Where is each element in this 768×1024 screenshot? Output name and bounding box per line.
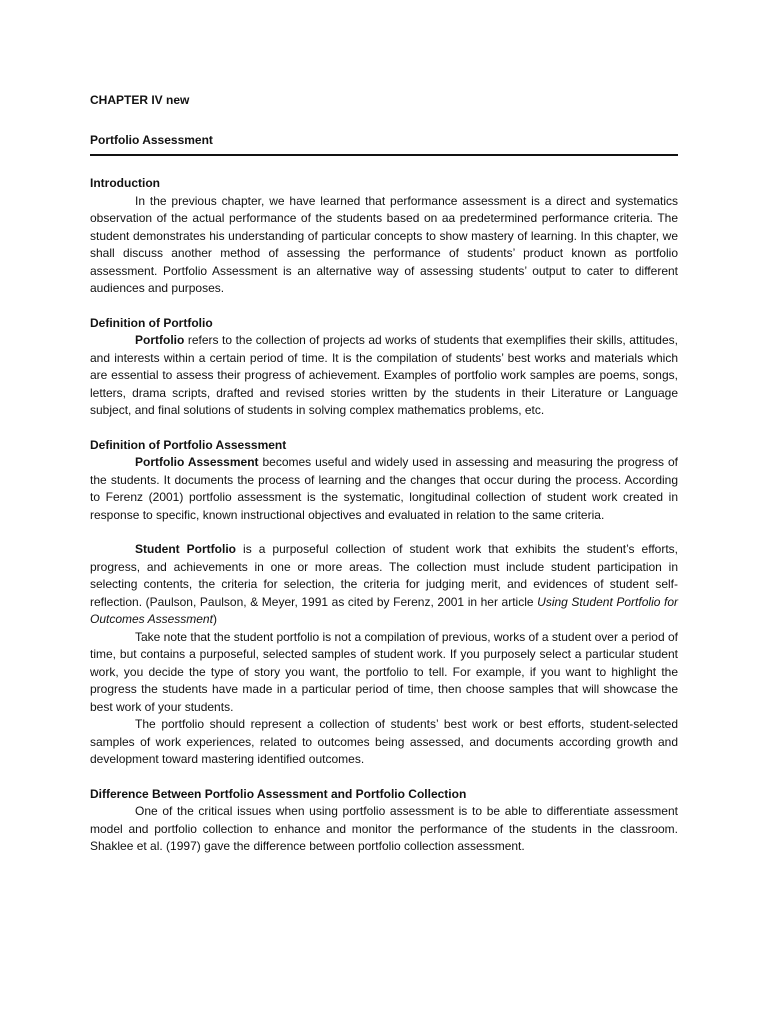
paragraph — [90, 541, 678, 629]
chapter-label: CHAPTER IV new — [90, 93, 190, 107]
paragraph: Take note that the student portfolio is not a compilation of previous, works of a student over a period of time, but contains a purposeful, selected samples of student work. If you purposely select a particular student work, you decide the type of story you want, the portfolio to tell. For example, if you want to highlight the progress the students have made in a particular period of time, then choose samples that will showcase the best work of your students. — [90, 629, 678, 714]
paragraph-gap — [90, 524, 678, 541]
paragraph: One of the critical issues when using portfolio assessment is to be able to differentiate assessment model and portfolio collection to enhance and monitor the performance of the students in the classroom. Shaklee et al. (1997) gave the difference between portfolio collection assessment. — [90, 804, 678, 853]
term-bold: Student Portfolio — [135, 542, 237, 556]
section-heading: Difference Between Portfolio Assessment and Portfolio Collection — [90, 786, 467, 801]
title-rule — [90, 154, 678, 156]
document-title: Portfolio Assessment — [90, 132, 213, 147]
section-heading: Introduction — [90, 176, 160, 190]
article-title-italic: Using Student Portfolio for Outcomes Assessment — [90, 594, 678, 626]
term-bold: Portfolio — [135, 333, 185, 347]
paragraph-text: becomes useful and widely used in assessing and measuring the progress of the students. It documents the process of learning and the changes that occur during the process. According to Ferenz (2001) portfolio assessment is the systematic, longitudinal collection of student work created in response to specific, known instructional objectives and evaluated in relation to the same criteria. — [90, 455, 678, 522]
paragraph: The portfolio should represent a collection of students’ best work or best efforts, student-selected samples of work experiences, related to outcomes being assessed, and documents according growth and development toward mastering identified outcomes. — [90, 717, 678, 766]
section-definition-of-portfolio-assessment — [90, 437, 678, 769]
paragraph — [90, 332, 678, 420]
section-difference — [90, 786, 678, 856]
paragraph-text: is a purposeful collection of student work that exhibits the student’s efforts, progress, and achievements in one or more areas. The collection must include student participation in selecting contents, the criteria for selection, the criteria for judging merit, and evidences of student self-reflection. (Paulson, Paulson, & Meyer, 1991 as cited by Ferenz, 2001 in her article — [90, 542, 679, 609]
paragraph — [90, 454, 678, 524]
section-definition-of-portfolio — [90, 315, 678, 420]
paragraph-text: refers to the collection of projects ad works of students that exemplifies their skills, attitudes, and interests within a certain period of time. It is the compilation of students’ best works and materials which are essential to assess their progress of achievement. Examples of portfolio work samples are poems, songs, letters, drama scripts, drafted and revised stories written by the students in their Literature or Language subject, and final solutions of students in solving complex mathematics problems, etc. — [90, 333, 678, 417]
term-bold: Portfolio Assessment — [135, 455, 259, 469]
paragraph-text: ) — [212, 612, 217, 626]
document-body — [90, 92, 678, 856]
section-heading: Definition of Portfolio — [90, 315, 213, 330]
section-heading: Definition of Portfolio Assessment — [90, 437, 287, 452]
paragraph: In the previous chapter, we have learned that performance assessment is a direct and systematics observation of the actual performance of the students based on aa predetermined performance criteria. The student demonstrates his understanding of particular concepts to show mastery of learning. In this chapter, we shall discuss another method of assessing the performance of students’ product known as portfolio assessment. Portfolio Assessment is an alternative way of assessing students’ output to cater to different audiences and purposes. — [90, 193, 678, 295]
section-introduction — [90, 175, 678, 298]
